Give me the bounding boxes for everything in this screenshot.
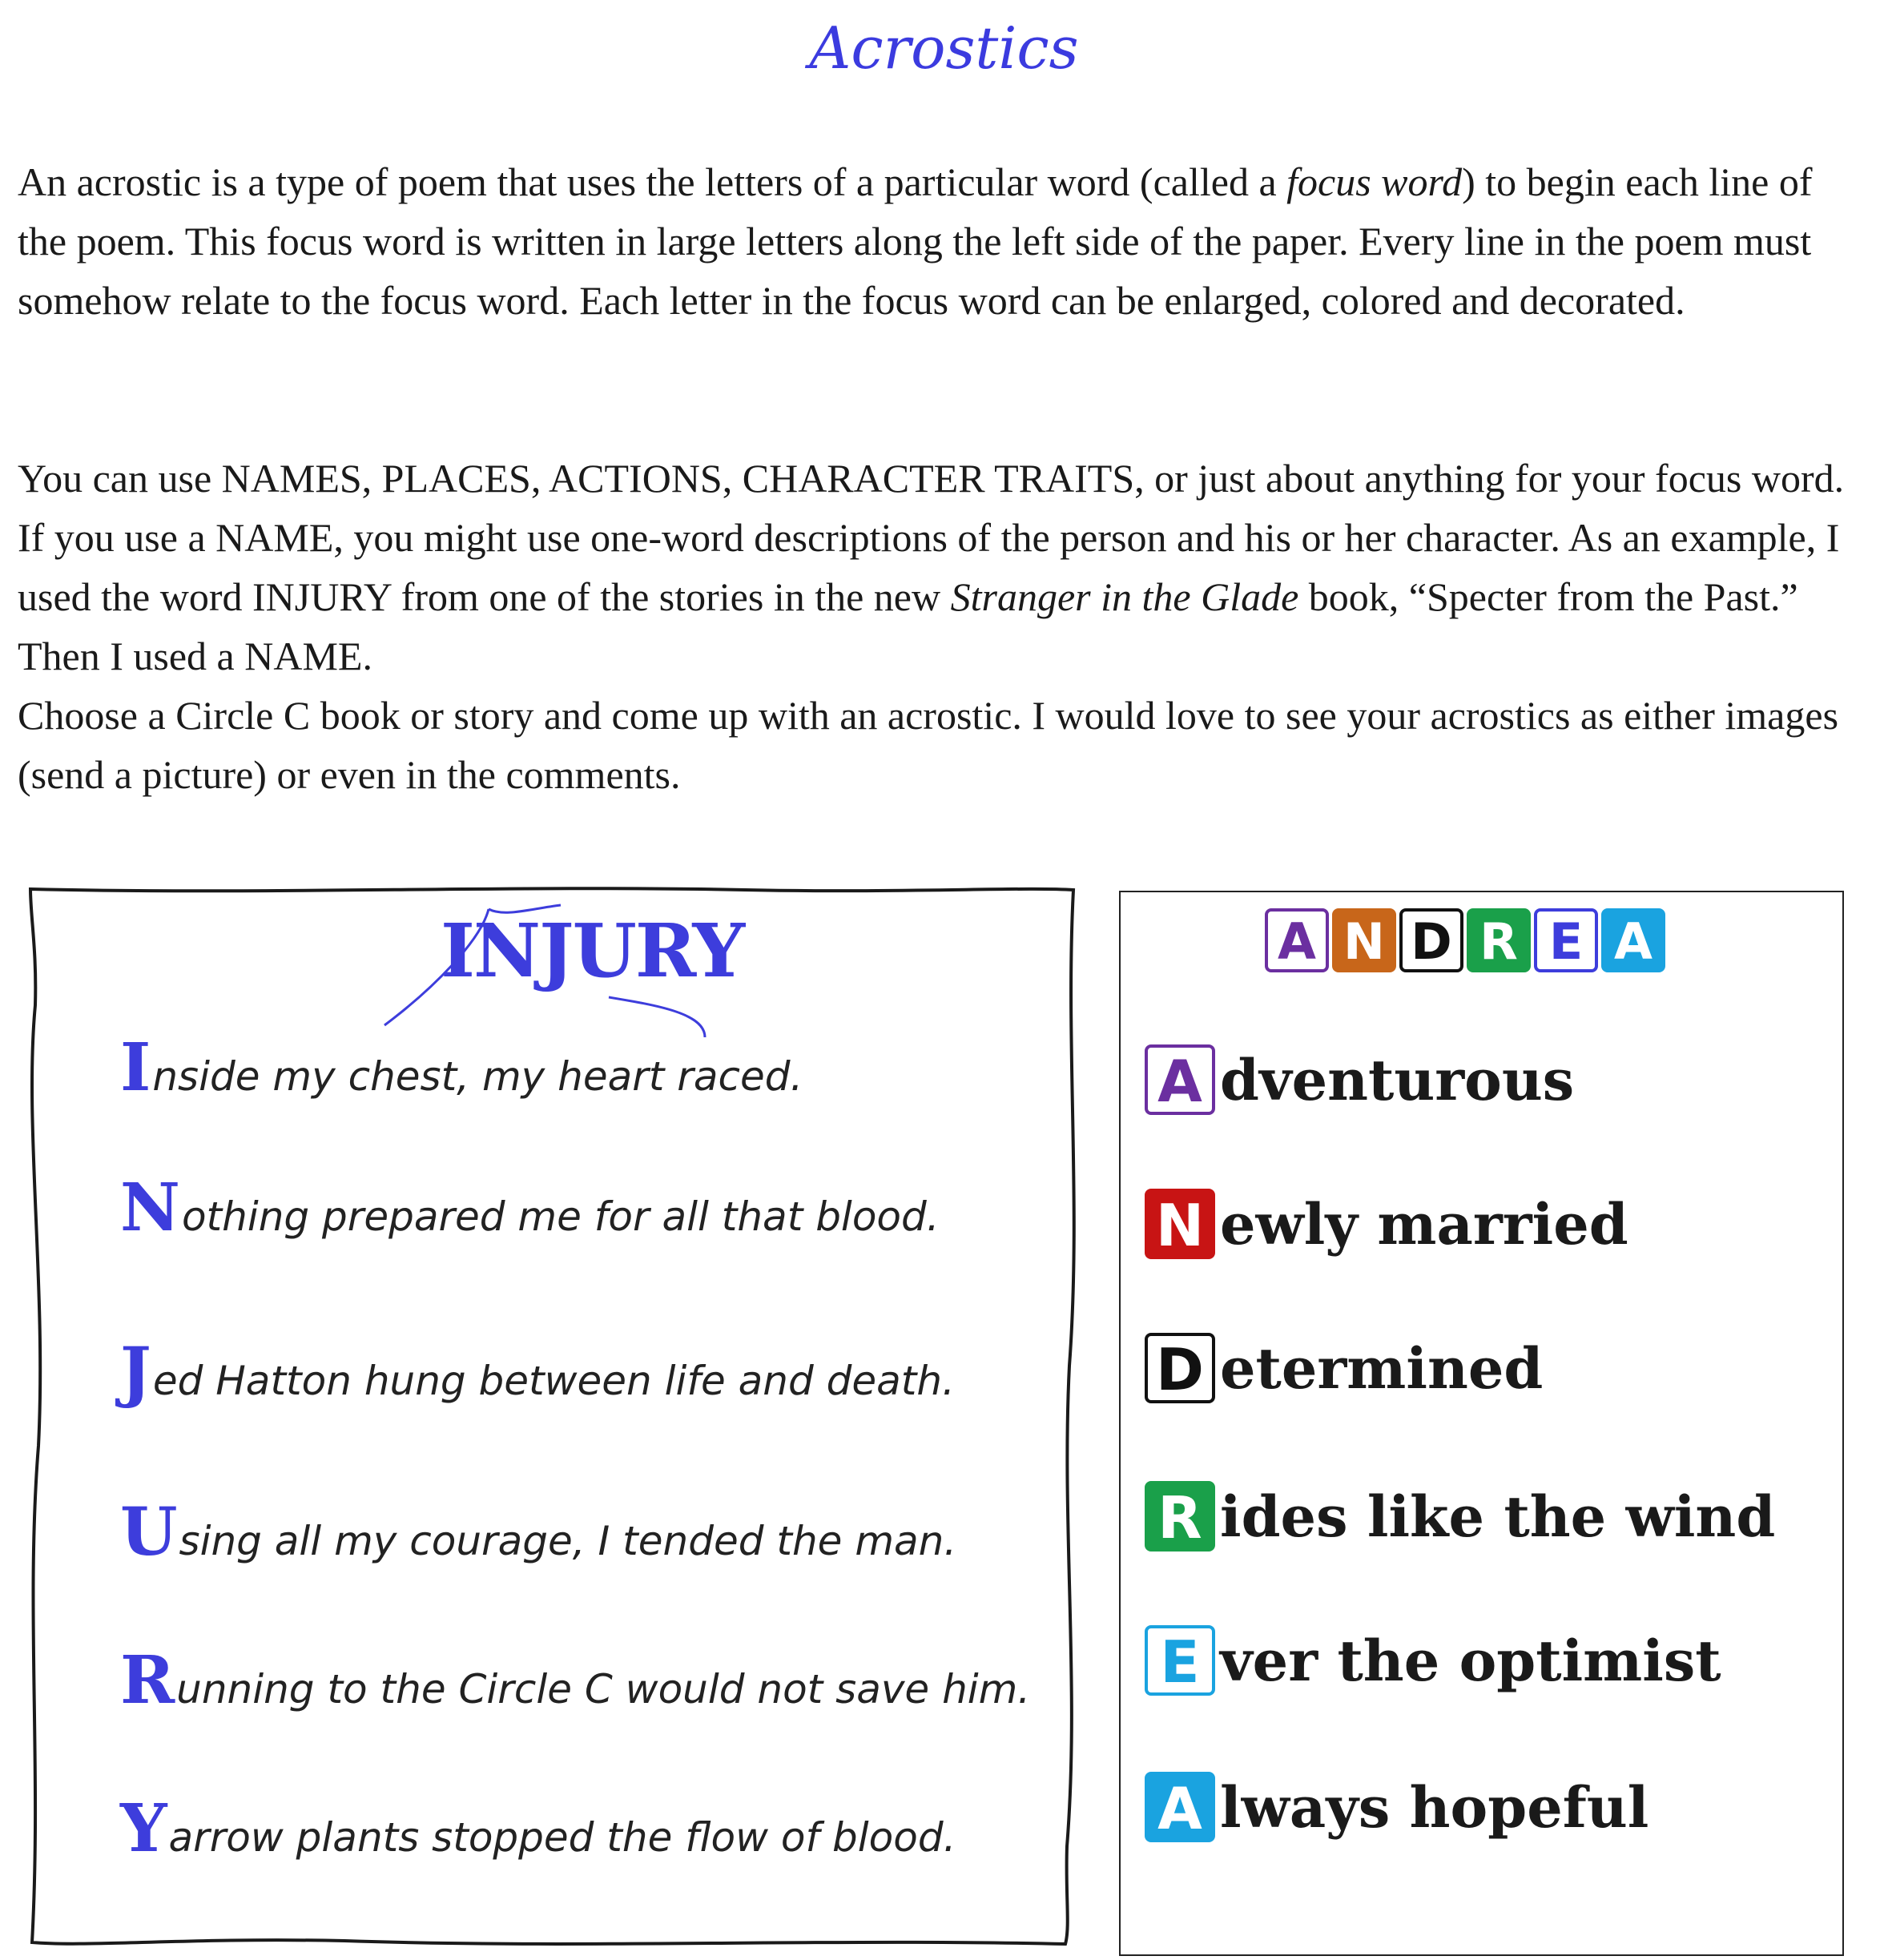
acrostic-line-text: ver the optimist [1220, 1627, 1721, 1694]
book-title: Stranger in the Glade [950, 574, 1299, 619]
acrostic-line-text: lways hopeful [1220, 1773, 1649, 1841]
poem-line-text: ed Hatton hung between life and death. [152, 1358, 955, 1404]
acrostic-line [1145, 1044, 1574, 1115]
poem-line-text: unning to the Circle C would not save him. [176, 1666, 1031, 1712]
acrostic-letter-block: D [1145, 1333, 1215, 1403]
poem-initial: Y [120, 1790, 167, 1867]
acrostic-line [1145, 1189, 1628, 1259]
poem-line [120, 1169, 940, 1246]
poem-initial: J [120, 1334, 151, 1411]
acrostic-line-text: ides like the wind [1220, 1483, 1776, 1550]
acrostic-line-text: ewly married [1220, 1190, 1628, 1258]
intro-text: book, “Specter from the Past.” Then I used a NAME. [18, 574, 1798, 678]
poem-line-text: sing all my courage, I tended the man. [179, 1518, 957, 1564]
acrostic-line [1145, 1772, 1648, 1842]
letter-block: A [1265, 908, 1329, 972]
intro-text: An acrostic is a type of poem that uses the letters of a particular word (called a [18, 159, 1287, 204]
letter-blocks-title [1265, 908, 1665, 972]
letter-block: N [1332, 908, 1396, 972]
intro-text: You can use NAMES, PLACES, ACTIONS, CHARACTER TRAITS, or just about anything for your focus word. If you use a NAME, you might use one-word descriptions of the person and his or her character. As an example, I used the word INJURY from one of the stories in the new [18, 456, 1845, 619]
andrea-acrostic-box [1119, 891, 1844, 1956]
acrostic-letter-block: N [1145, 1189, 1215, 1259]
poem-line-text: othing prepared me for all that blood. [181, 1193, 940, 1240]
acrostic-line [1145, 1625, 1721, 1696]
acrostic-line [1145, 1481, 1775, 1551]
poem-line [120, 1334, 955, 1411]
letter-block: E [1534, 908, 1598, 972]
poem-initial: R [120, 1642, 175, 1719]
injury-acrostic-box [24, 885, 1081, 1950]
poem-line [120, 1790, 956, 1867]
poem-line-text: nside my chest, my heart raced. [152, 1053, 803, 1100]
acrostic-line-text: dventurous [1220, 1046, 1575, 1113]
poem-initial: I [120, 1029, 151, 1106]
injury-title: INJURY [441, 908, 744, 994]
acrostic-letter-block: A [1145, 1772, 1215, 1842]
acrostic-letter-block: E [1145, 1625, 1215, 1696]
intro-paragraph-2 [18, 449, 1868, 804]
poem-line [120, 1029, 803, 1106]
poem-line-text: arrow plants stopped the flow of blood. [168, 1814, 956, 1861]
letter-block: R [1467, 908, 1531, 972]
intro-paragraph-3: Choose a Circle C book or story and come up with an acrostic. I would love to see your acrostics as either images (send a picture) or even in the comments. [18, 693, 1839, 797]
acrostic-line-text: etermined [1220, 1334, 1544, 1402]
acrostic-letter-block: R [1145, 1481, 1215, 1551]
poem-line [120, 1642, 1030, 1719]
intro-paragraph-1 [18, 152, 1868, 330]
acrostic-line [1145, 1333, 1543, 1403]
letter-block: A [1601, 908, 1665, 972]
page-title: Acrostics [809, 14, 1079, 82]
poem-initial: N [120, 1169, 180, 1246]
intro-emphasis: focus word [1286, 159, 1463, 204]
letter-block: D [1399, 908, 1463, 972]
poem-initial: U [120, 1494, 178, 1571]
poem-line [120, 1494, 956, 1571]
acrostic-letter-block: A [1145, 1044, 1215, 1115]
intro-text: ) to begin each line of the poem. This focus word is written in large letters along the left side of the paper. Every line in the poem must somehow relate to the focus word. Each letter in the focus word can be enlarged, colored and decorated. [18, 159, 1813, 323]
